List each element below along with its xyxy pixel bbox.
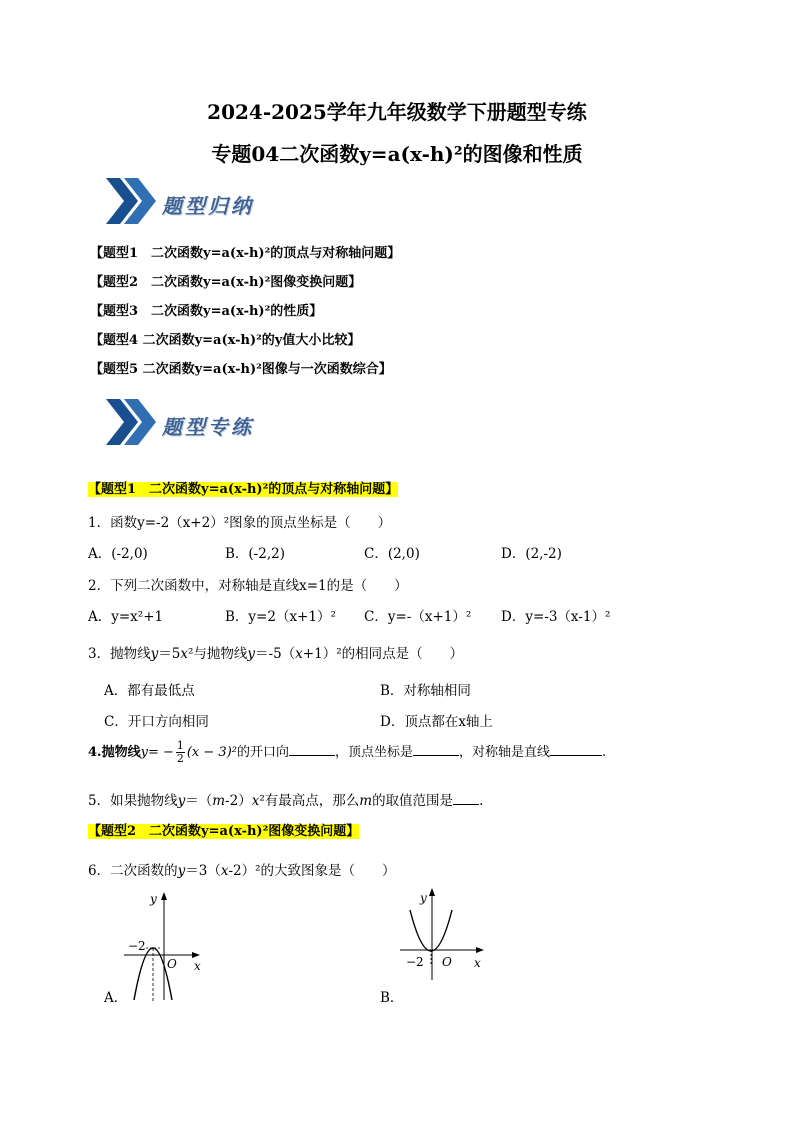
summary-banner [104,176,304,226]
document-subtitle: 专题04二次函数y=a(x-h)²的图像和性质 [211,142,583,166]
q1-option-a: A．(-2,0) [88,546,148,562]
question-5-stem: 5．如果抛物线y＝（m-2）x²有最高点，那么m的取值范围是 . [88,793,484,809]
q3-option-b: B．对称轴相同 [380,683,471,699]
q2-option-c: C．y=-（x+1）² [364,609,472,625]
q2-option-d: D．y=-3（x-1）² [501,609,611,625]
toc-item-4: 【题型4 二次函数y=a(x-h)²的y值大小比较】 [90,333,361,348]
question-6-stem: 6．二次函数的y＝3（x-2）²的大致图象是（ ） [88,863,396,879]
section-heading-highlight: y=a(x-h)²图像变换问题】 [201,824,360,839]
q1-option-d: D．(2,-2) [501,546,562,562]
q3-option-a: A．都有最低点 [104,683,195,699]
section-heading-1 [88,478,398,497]
q1-option-b: B．(-2,2) [225,546,285,562]
q2-option-b: B．y=2（x+1）² [225,609,336,625]
question-2-stem: 2．下列二次函数中，对称轴是直线x=1的是（ ） [88,578,408,594]
toc-item-3: 【题型3 二次函数y=a(x-h)²的性质】 [90,304,323,319]
practice-banner [104,397,304,447]
summary-banner-label: 题型归纳 [162,194,254,218]
toc-item-5: 【题型5 二次函数y=a(x-h)²图像与一次函数综合】 [90,362,392,377]
y-axis-arrow [161,892,167,900]
toc-item-1: 【题型1 二次函数y=a(x-h)²的顶点与对称轴问题】 [90,246,401,261]
graph-b-label: B． [380,990,404,1006]
tick-label: −2 [406,955,424,969]
section-heading-prefix: 【题型1 二次函数 [88,482,202,497]
answer-blank-opening[interactable] [289,755,335,756]
origin-label: O [442,955,452,969]
graph-option-a [120,888,220,1006]
question-3-stem: 3．抛物线y＝5x²与抛物线y＝-5（x+1）²的相同点是（ ） [88,646,464,662]
tick-label: −2 [128,939,146,953]
section-heading-2 [88,820,359,839]
x-axis-label: x [194,959,201,973]
question-1-stem: 1．函数y=-2（x+2）²图象的顶点坐标是（ ） [88,515,392,531]
question-4-stem: 4.抛物线y= − $\frac{1}{2}$ (x − 3)²的开口向 ，顶点坐标是 ，对称轴是直线 . [88,739,607,765]
y-axis-label: y [420,891,427,905]
x-axis-arrow [192,952,200,958]
double-chevron-icon [104,176,160,226]
x-axis-arrow [476,947,484,953]
section-heading-highlight: y=a(x-h)²的顶点与对称轴问题】 [201,482,399,497]
y-axis-arrow [429,888,435,896]
graph-option-b [396,884,496,984]
practice-banner-label: 题型专练 [162,415,254,439]
toc-item-2: 【题型2 二次函数y=a(x-h)²图像变换问题】 [90,275,362,290]
answer-blank-axis[interactable] [550,755,602,756]
document-title: 2024-2025学年九年级数学下册题型专练 [207,100,587,124]
answer-blank-range[interactable] [453,804,479,805]
q1-option-c: C．(2,0) [364,546,420,562]
graph-a-label: A． [104,990,128,1006]
double-chevron-icon [104,397,160,447]
parabola-curve [410,910,452,951]
origin-label: O [167,957,177,971]
y-axis-label: y [150,892,157,906]
answer-blank-vertex[interactable] [413,755,459,756]
q3-option-c: C．开口方向相同 [104,714,209,730]
fraction: $\frac{1}{2}$ [176,739,184,765]
section-heading-prefix: 【题型2 二次函数 [88,824,202,839]
x-axis-label: x [474,956,481,970]
q2-option-a: A．y=x²+1 [88,609,164,625]
q3-option-d: D．顶点都在x轴上 [380,714,493,730]
